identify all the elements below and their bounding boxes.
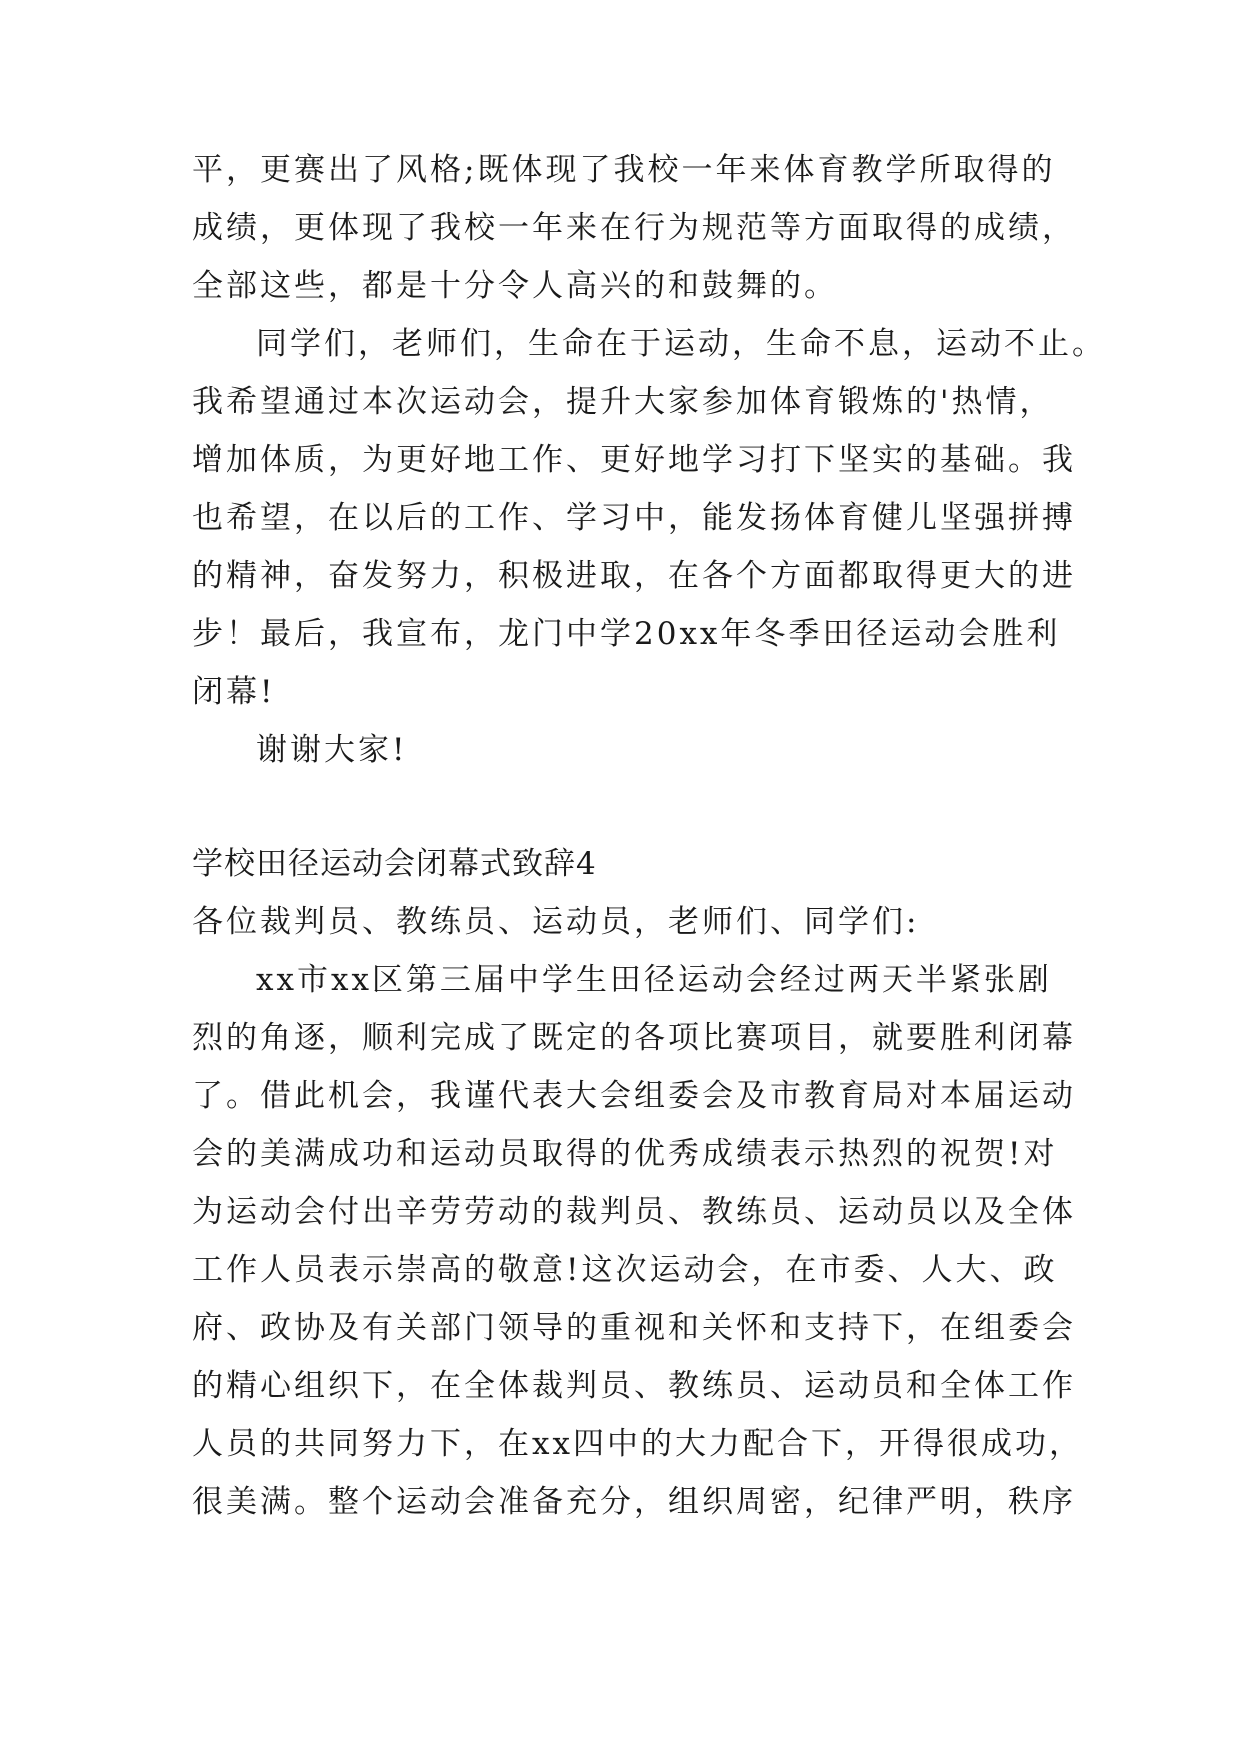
text-line: 全部这些，都是十分令人高兴的和鼓舞的。 bbox=[192, 268, 838, 304]
text-line: 了。借此机会，我谨代表大会组委会及市教育局对本届运动 bbox=[192, 1078, 1076, 1114]
text-line: 工作人员表示崇高的敬意!这次运动会，在市委、人大、政 bbox=[192, 1252, 1058, 1288]
closing-line: 谢谢大家! bbox=[256, 732, 408, 768]
salutation: 各位裁判员、教练员、运动员，老师们、同学们: bbox=[192, 904, 920, 940]
text-line: 会的美满成功和运动员取得的优秀成绩表示热烈的祝贺!对 bbox=[192, 1136, 1058, 1172]
text-line: xx市xx区第三届中学生田径运动会经过两天半紧张剧 bbox=[256, 962, 1052, 998]
text-line: 步！最后，我宣布，龙门中学20xx年冬季田径运动会胜利 bbox=[192, 616, 1061, 652]
text-line: 增加体质，为更好地工作、更好地学习打下坚实的基础。我 bbox=[192, 442, 1076, 478]
text-line: 同学们，老师们，生命在于运动，生命不息，运动不止。 bbox=[256, 326, 1106, 362]
text-line: 府、政协及有关部门领导的重视和关怀和支持下，在组委会 bbox=[192, 1310, 1076, 1346]
text-line: 成绩，更体现了我校一年来在行为规范等方面取得的成绩， bbox=[192, 210, 1076, 246]
text-line: 我希望通过本次运动会，提升大家参加体育锻炼的'热情， bbox=[192, 384, 1054, 420]
text-line: 人员的共同努力下，在xx四中的大力配合下，开得很成功， bbox=[192, 1426, 1083, 1462]
text-line: 的精心组织下，在全体裁判员、教练员、运动员和全体工作 bbox=[192, 1368, 1076, 1404]
text-line: 也希望，在以后的工作、学习中，能发扬体育健儿坚强拼搏 bbox=[192, 500, 1076, 536]
text-line: 很美满。整个运动会准备充分，组织周密，纪律严明，秩序 bbox=[192, 1484, 1076, 1520]
text-line: 的精神，奋发努力，积极进取，在各个方面都取得更大的进 bbox=[192, 558, 1076, 594]
text-line: 平，更赛出了风格;既体现了我校一年来体育教学所取得的 bbox=[192, 152, 1056, 188]
section-title: 学校田径运动会闭幕式致辞4 bbox=[192, 846, 597, 882]
text-line: 烈的角逐，顺利完成了既定的各项比赛项目，就要胜利闭幕 bbox=[192, 1020, 1076, 1056]
text-line: 为运动会付出辛劳劳动的裁判员、教练员、运动员以及全体 bbox=[192, 1194, 1076, 1230]
text-line: 闭幕! bbox=[192, 674, 276, 710]
